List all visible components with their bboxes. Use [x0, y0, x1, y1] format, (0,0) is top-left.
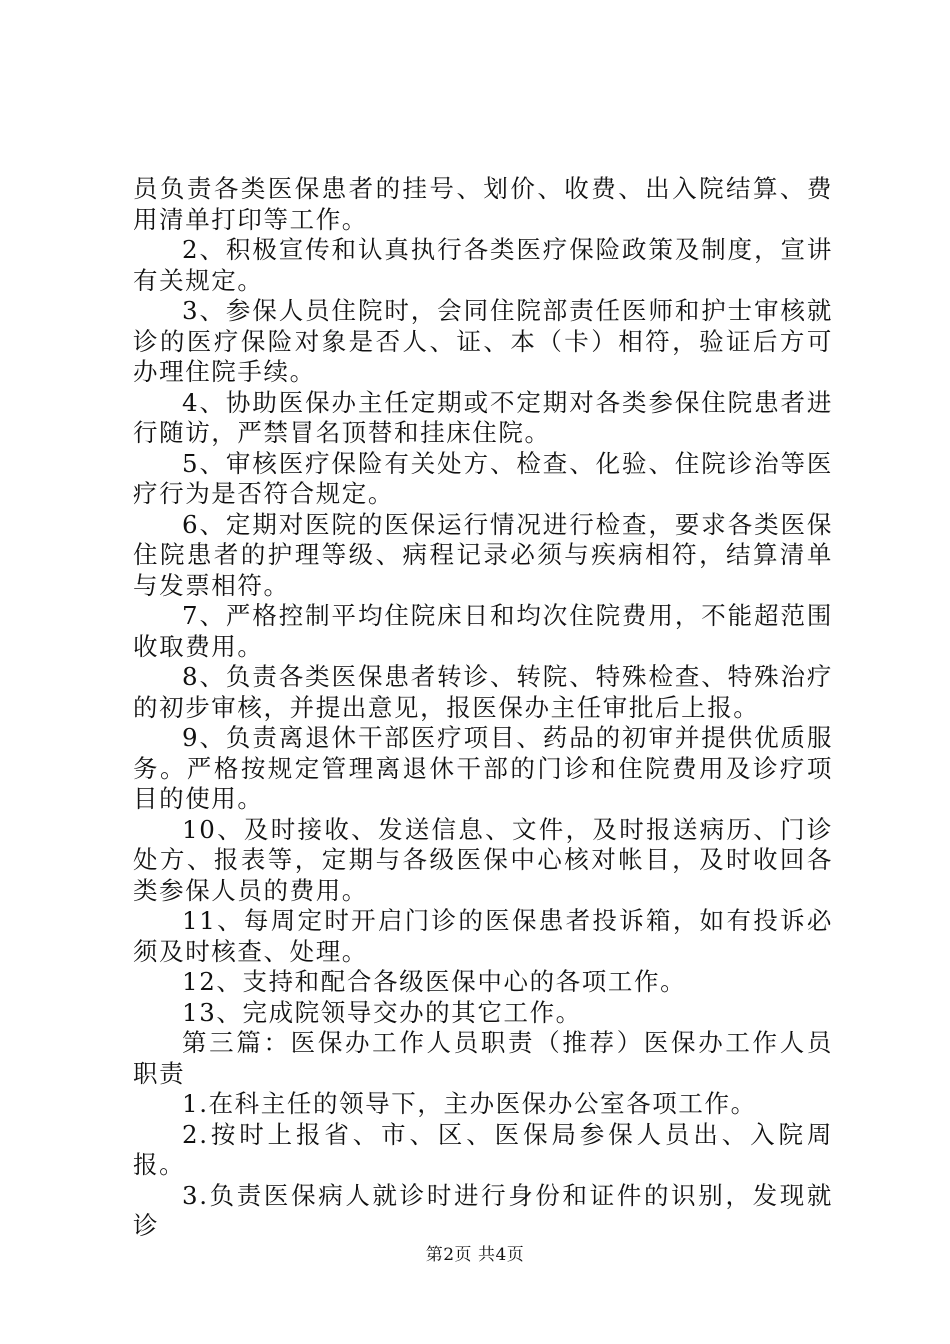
page-number-label: 第2页 共4页 — [425, 1245, 525, 1265]
paragraph-item-8: 8、负责各类医保患者转诊、转院、特殊检查、特殊治疗的初步审核，并提出意见，报医保办主任审批后上报。 — [133, 662, 833, 722]
section-heading: 第三篇：医保办工作人员职责（推荐）医保办工作人员职责 — [133, 1028, 833, 1088]
page-footer — [0, 1244, 950, 1266]
duty-item-3: 3.负责医保病人就诊时进行身份和证件的识别，发现就诊 — [133, 1180, 833, 1240]
paragraph-item-9: 9、负责离退休干部医疗项目、药品的初审并提供优质服务。严格按规定管理离退休干部的门诊和住院费用及诊疗项目的使用。 — [133, 723, 833, 813]
duty-item-1: 1.在科主任的领导下，主办医保办公室各项工作。 — [182, 1089, 757, 1118]
paragraph-item-11: 11、每周定时开启门诊的医保患者投诉箱，如有投诉必须及时核查、处理。 — [133, 906, 833, 966]
paragraph-item-13: 13、完成院领导交办的其它工作。 — [182, 997, 582, 1027]
paragraph-item-3: 3、参保人员住院时，会同住院部责任医师和护士审核就诊的医疗保险对象是否人、证、本（卡）相符，验证后方可办理住院手续。 — [133, 296, 833, 386]
duty-item-2: 2.按时上报省、市、区、医保局参保人员出、入院周报。 — [133, 1119, 833, 1179]
document-body — [133, 174, 833, 1242]
paragraph-item-12: 12、支持和配合各级医保中心的各项工作。 — [182, 967, 687, 996]
paragraph-item-5: 5、审核医疗保险有关处方、检查、化验、住院诊治等医疗行为是否符合规定。 — [133, 448, 833, 508]
paragraph-continuation: 员负责各类医保患者的挂号、划价、收费、出入院结算、费用清单打印等工作。 — [133, 174, 833, 234]
paragraph-item-10: 10、及时接收、发送信息、文件，及时报送病历、门诊处方、报表等，定期与各级医保中心核对帐目，及时收回各类参保人员的费用。 — [133, 814, 833, 905]
paragraph-item-2: 2、积极宣传和认真执行各类医疗保险政策及制度，宣讲有关规定。 — [133, 235, 833, 295]
paragraph-item-4: 4、协助医保办主任定期或不定期对各类参保住院患者进行随访，严禁冒名顶替和挂床住院。 — [133, 387, 833, 447]
paragraph-item-6: 6、定期对医院的医保运行情况进行检查，要求各类医保住院患者的护理等级、病程记录必须与疾病相符，结算清单与发票相符。 — [133, 509, 833, 600]
paragraph-item-7: 7、严格控制平均住院床日和均次住院费用，不能超范围收取费用。 — [133, 601, 833, 661]
